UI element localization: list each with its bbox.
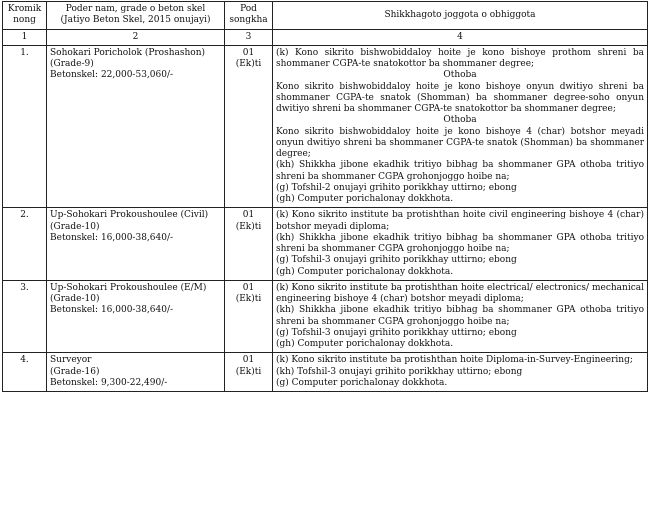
post-count-unit: (Ek)ti	[235, 294, 262, 304]
post-pay-scale: Betonskel: 22,000-53,060/-	[50, 70, 174, 81]
post-grade: (Grade-9)	[50, 59, 94, 69]
post-name: Up-Sohokari Prokoushoulee (Civil)	[50, 210, 209, 221]
post-name: Surveyor	[50, 355, 92, 366]
qualification-line: Kono sikrito bishwobiddaloy hoite je kono bishoye onyun dwitiyo shreni ba shommaner CGPA-te snatok (Shomman) ba shommaner degree-soho onyun dwitiyo shreni ba shommaner CGPA-te snatokottor ba shommaner degree;	[276, 81, 644, 114]
qualification-line: (g) Tofshil-3 onujayi grihito porikkhay uttirno; ebong	[276, 255, 517, 266]
qualification-line: (kh) Shikkha jibone ekadhik tritiyo bibhag ba shommaner GPA othoba tritiyo shreni ba shommaner CGPA grohonjoggo hoibe na;	[276, 305, 644, 327]
qualification-line: (gh) Computer porichalonay dokkhota.	[276, 266, 454, 277]
post-count-unit: (Ek)ti	[235, 59, 262, 69]
column-number: 3	[225, 29, 273, 45]
qualification-line: (k) Kono sikrito institute ba protishthan hoite Diploma-in-Survey-Engineering;	[276, 355, 633, 366]
row-serial: 3.	[3, 280, 47, 353]
post-cell	[47, 353, 225, 392]
qualification-or: Othoba	[443, 115, 477, 126]
header-count: Pod songkha	[225, 2, 273, 30]
qualification-line: (gh) Computer porichalonay dokkhota.	[276, 339, 454, 349]
post-cell	[47, 208, 225, 281]
count-cell	[225, 208, 273, 281]
column-number: 1	[3, 29, 47, 45]
job-table	[2, 1, 648, 392]
qualification-line: (k) Kono sikrito institute ba protishthan hoite civil engineering bishoye 4 (char) botshor meyadi diploma;	[276, 210, 644, 232]
qualification-line: Kono sikrito bishwobiddaloy hoite je kono bishoye 4 (char) botshor meyadi onyun dwitiyo shreni ba shommaner CGPA-te snatok (Shomman) ba shommaner degree;	[276, 126, 644, 159]
qualification-line: (gh) Computer porichalonay dokkhota.	[276, 194, 454, 204]
post-name: Up-Sohokari Prokoushoulee (E/M)	[50, 282, 207, 293]
column-number: 2	[47, 29, 225, 45]
qualification-line: (k) Kono sikrito institute ba protishthan hoite electrical/ electronics/ mechanical engineering bishoye 4 (char) botshor meyadi diploma;	[276, 282, 644, 304]
post-pay-scale: Betonskel: 16,000-38,640/-	[50, 305, 174, 316]
qualification-line: (k) Kono sikrito bishwobiddaloy hoite je kono bishoye prothom shreni ba shommaner CGPA-te snatokottor ba shommaner degree;	[276, 47, 644, 69]
post-name: Sohokari Poricholok (Proshashon)	[50, 47, 206, 58]
post-count-unit: (Ek)ti	[235, 221, 262, 232]
table-row	[3, 208, 648, 281]
post-count: 01	[242, 355, 255, 366]
qualification-line: (g) Tofshil-2 onujayi grihito porikkhay uttirno; ebong	[276, 182, 517, 193]
column-number-row	[3, 29, 648, 45]
qualification-line: (g) Computer porichalonay dokkhota.	[276, 377, 448, 388]
qualification-cell	[273, 45, 648, 208]
count-cell	[225, 280, 273, 353]
post-pay-scale: Betonskel: 9,300-22,490/-	[50, 377, 168, 388]
table-row	[3, 45, 648, 208]
post-count-unit: (Ek)ti	[235, 366, 262, 377]
qualification-line: (kh) Tofshil-3 onujayi grihito porikkhay uttirno; ebong	[276, 366, 523, 377]
header-serial: Kromik nong	[3, 2, 47, 30]
qualification-cell	[273, 280, 648, 353]
row-serial: 2.	[3, 208, 47, 281]
post-count: 01	[242, 282, 255, 293]
table-row	[3, 353, 648, 392]
post-cell	[47, 45, 225, 208]
post-count: 01	[242, 47, 255, 58]
table-row	[3, 280, 648, 353]
post-pay-scale: Betonskel: 16,000-38,640/-	[50, 232, 174, 243]
count-cell	[225, 45, 273, 208]
qualification-or: Othoba	[443, 70, 477, 81]
qualification-cell	[273, 353, 648, 392]
qualification-line: (g) Tofshil-3 onujayi grihito porikkhay uttirno; ebong	[276, 327, 517, 338]
qualification-line: (kh) Shikkha jibone ekadhik tritiyo bibhag ba shommaner GPA othoba tritiyo shreni ba shommaner CGPA grohonjoggo hoibe na;	[276, 232, 644, 254]
post-grade: (Grade-16)	[50, 366, 100, 377]
row-serial: 1.	[3, 45, 47, 208]
qualification-cell	[273, 208, 648, 281]
row-serial: 4.	[3, 353, 47, 392]
post-grade: (Grade-10)	[50, 221, 100, 232]
post-count: 01	[242, 210, 255, 221]
header-post: Poder nam, grade o beton skel (Jatiyo Beton Skel, 2015 onujayi)	[47, 2, 225, 30]
header-qualification: Shikkhagoto joggota o obhiggota	[273, 2, 648, 30]
post-cell	[47, 280, 225, 353]
column-number: 4	[273, 29, 648, 45]
header-row	[3, 2, 648, 30]
count-cell	[225, 353, 273, 392]
qualification-line: (kh) Shikkha jibone ekadhik tritiyo bibhag ba shommaner GPA othoba tritiyo shreni ba shommaner CGPA grohonjoggo hoibe na;	[276, 160, 644, 182]
post-grade: (Grade-10)	[50, 294, 100, 304]
